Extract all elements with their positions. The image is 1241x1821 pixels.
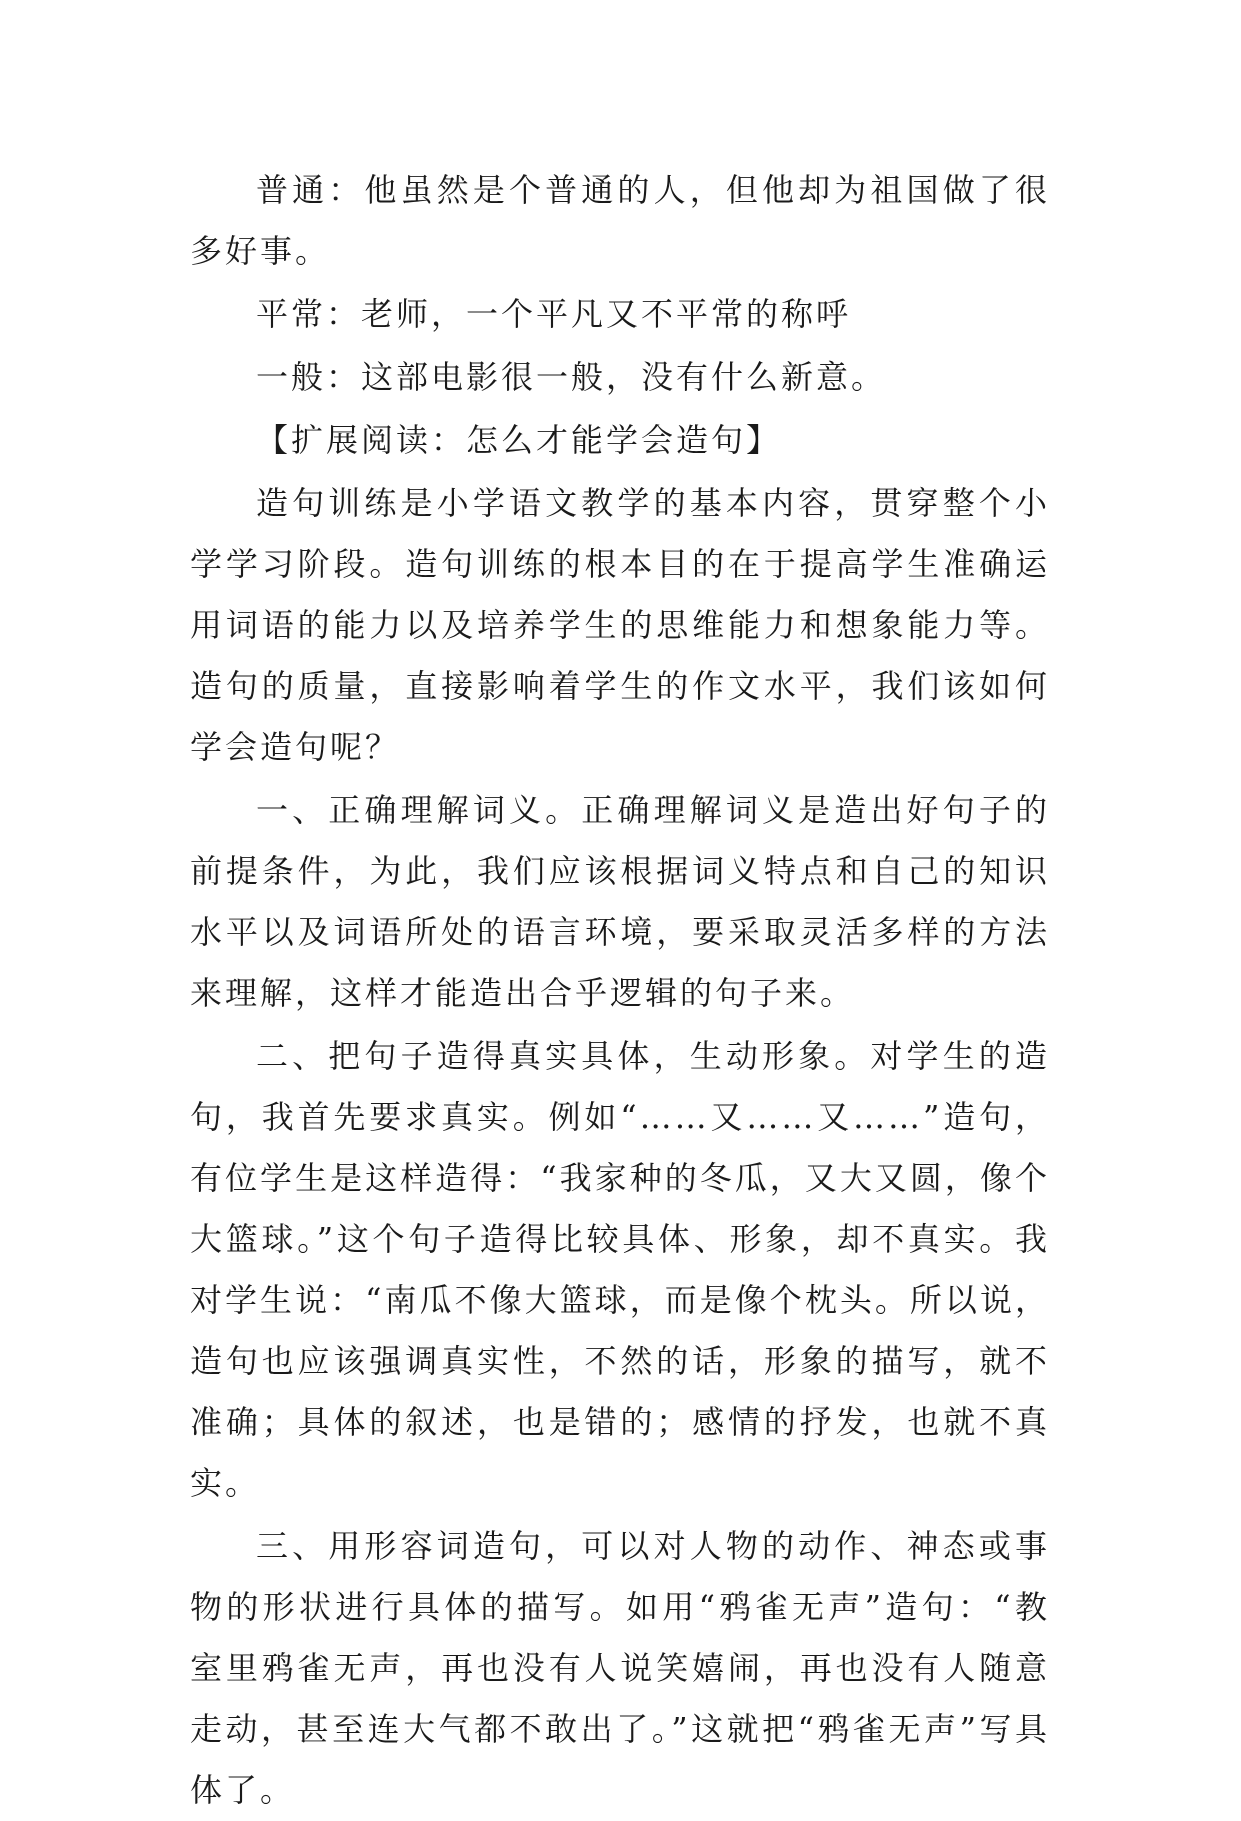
paragraph-yiban: 一般：这部电影很一般，没有什么新意。	[256, 358, 887, 396]
paragraph-pingchang: 平常：老师，一个平凡又不平常的称呼	[256, 295, 852, 333]
section-heading-extended-reading: 【扩展阅读：怎么才能学会造句】	[256, 421, 782, 459]
paragraph-point-three: 三、用形容词造句，可以对人物的动作、神态或事物的形状进行具体的描写。如用“鸦雀无声”造句：“教室里鸦雀无声，再也没有人说笑嬉闹，再也没有人随意走动，甚至连大气都不敢出了。”这就把“鸦雀无声”写具体了。	[190, 1527, 1050, 1809]
paragraph-putong: 普通：他虽然是个普通的人，但他却为祖国做了很多好事。	[190, 171, 1050, 270]
paragraph-point-one: 一、正确理解词义。正确理解词义是造出好句子的前提条件，为此，我们应该根据词义特点和自己的知识水平以及词语所处的语言环境，要采取灵活多样的方法来理解，这样才能造出合乎逻辑的句子来。	[190, 791, 1050, 1012]
paragraph-point-two: 二、把句子造得真实具体，生动形象。对学生的造句，我首先要求真实。例如“……又……又……”造句，有位学生是这样造得：“我家种的冬瓜，又大又圆，像个大篮球。”这个句子造得比较具体、形象，却不真实。我对学生说：“南瓜不像大篮球，而是像个枕头。所以说，造句也应该强调真实性，不然的话，形象的描写，就不准确；具体的叙述，也是错的；感情的抒发，也就不真实。	[190, 1037, 1050, 1502]
document-body	[190, 160, 1050, 1821]
paragraph-intro: 造句训练是小学语文教学的基本内容，贯穿整个小学学习阶段。造句训练的根本目的在于提高学生准确运用词语的能力以及培养学生的思维能力和想象能力等。造句的质量，直接影响着学生的作文水平，我们该如何学会造句呢？	[190, 484, 1050, 766]
